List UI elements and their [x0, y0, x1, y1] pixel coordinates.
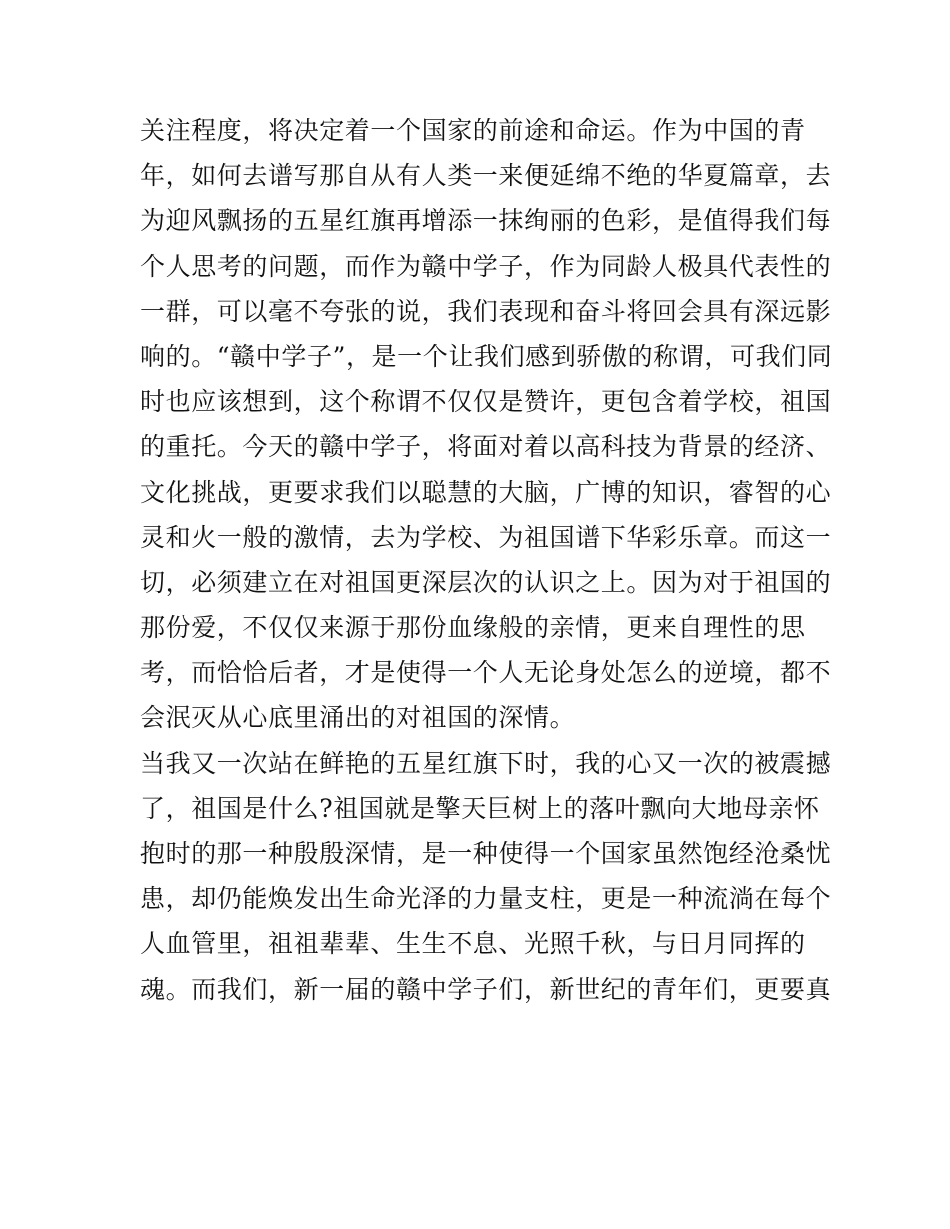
- text-line: 文化挑战，更要求我们以聪慧的大脑，广博的知识，睿智的心: [140, 477, 832, 507]
- text-line: 灵和火一般的激情，去为学校、为祖国谱下华彩乐章。而这一: [140, 522, 832, 552]
- text-line: 的重托。今天的赣中学子，将面对着以高科技为背景的经济、: [140, 432, 832, 462]
- text-line: 响的。“赣中学子”，是一个让我们感到骄傲的称谓，可我们同: [140, 341, 833, 371]
- text-line: 魂。而我们，新一届的赣中学子们，新世纪的青年们，更要真: [140, 974, 832, 1004]
- text-line: 为迎风飘扬的五星红旗再增添一抹绚丽的色彩，是值得我们每: [140, 206, 832, 236]
- text-line: 会泯灭从心底里涌出的对祖国的深情。: [140, 703, 576, 733]
- text-line: 那份爱，不仅仅来源于那份血缘般的亲情，更来自理性的思: [140, 613, 806, 643]
- text-line: 了，祖国是什么?祖国就是擎天巨树上的落叶飘向大地母亲怀: [140, 793, 820, 823]
- text-line: 人血管里，祖祖辈辈、生生不息、光照千秋，与日月同挥的: [140, 929, 806, 959]
- document-body: [140, 108, 833, 1012]
- text-line: 患，却仍能焕发出生命光泽的力量支柱，更是一种流淌在每个: [140, 884, 832, 914]
- text-line: 关注程度，将决定着一个国家的前途和命运。作为中国的青: [140, 116, 806, 145]
- text-line: 抱时的那一种殷殷深情，是一种使得一个国家虽然饱经沧桑忧: [140, 839, 832, 868]
- text-line: 个人思考的问题，而作为赣中学子，作为同龄人极具代表性的: [140, 251, 832, 281]
- text-line: 切，必须建立在对祖国更深层次的认识之上。因为对于祖国的: [140, 567, 832, 597]
- text-line: 考，而恰恰后者，才是使得一个人无论身处怎么的逆境，都不: [140, 658, 832, 688]
- text-line: 年，如何去谱写那自从有人类一来便延绵不绝的华夏篇章，去: [140, 161, 832, 191]
- text-line: 当我又一次站在鲜艳的五星红旗下时，我的心又一次的被震撼: [140, 748, 832, 778]
- text-line: 时也应该想到，这个称谓不仅仅是赞许，更包含着学校，祖国: [140, 387, 832, 417]
- text-line: 一群，可以毫不夸张的说，我们表现和奋斗将回会具有深远影: [140, 296, 832, 326]
